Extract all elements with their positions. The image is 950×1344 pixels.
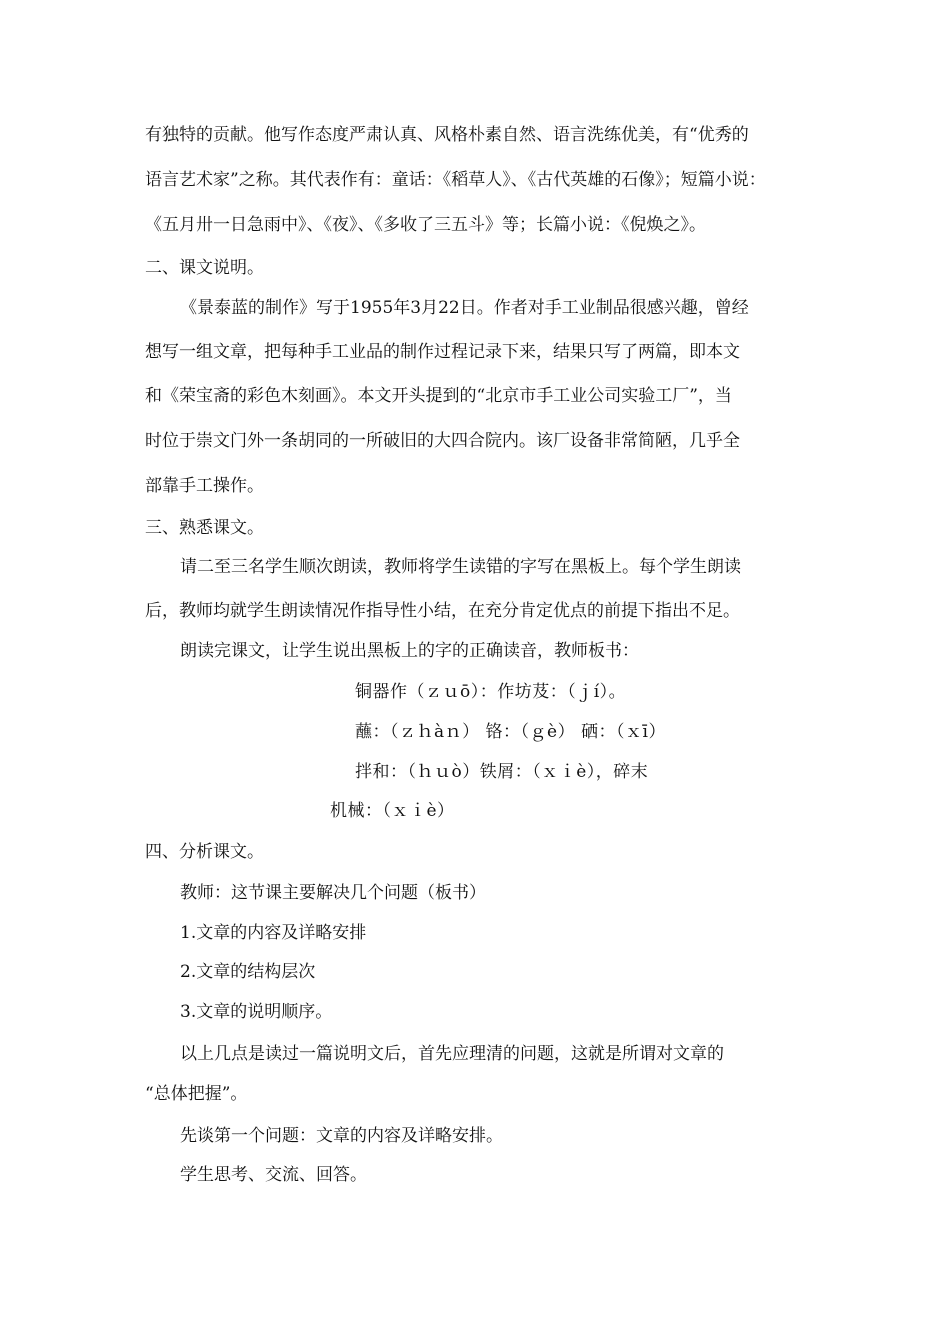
body-text-line: 有独特的贡献。他写作态度严肃认真、风格朴素自然、语言洗练优美，有“优秀的 bbox=[145, 125, 749, 145]
pronunciation-line: 铜器作（ｚｕō）：作坊芨：（ｊí）。 bbox=[355, 682, 627, 702]
section-heading: 二、课文说明。 bbox=[145, 258, 264, 278]
body-text-line: 请二至三名学生顺次朗读，教师将学生读错的字写在黑板上。每个学生朗读 bbox=[180, 557, 741, 577]
body-text-line: 后，教师均就学生朗读情况作指导性小结，在充分肯定优点的前提下指出不足。 bbox=[145, 601, 740, 621]
body-text-line: 时位于崇文门外一条胡同的一所破旧的大四合院内。该厂设备非常简陋，几乎全 bbox=[145, 431, 740, 451]
body-text-line: “总体把握”。 bbox=[145, 1084, 248, 1104]
body-text-line: 《景泰蓝的制作》写于1955年3月22日。作者对手工业制品很感兴趣，曾经 bbox=[180, 298, 749, 318]
body-text-line: 和《荣宝斋的彩色木刻画》。本文开头提到的“北京市手工业公司实验工厂”，当 bbox=[145, 386, 732, 406]
body-text-line: 以上几点是读过一篇说明文后，首先应理清的问题，这就是所谓对文章的 bbox=[180, 1044, 724, 1064]
pronunciation-line: 蘸：（ｚｈàｎ） 铬：（ｇè） 硒：（ｘī） bbox=[355, 722, 666, 742]
body-text-line: 想写一组文章，把每种手工业品的制作过程记录下来，结果只写了两篇，即本文 bbox=[145, 342, 740, 362]
section-heading: 三、熟悉课文。 bbox=[145, 518, 264, 538]
list-item: 2.文章的结构层次 bbox=[180, 962, 316, 982]
body-text-line: 语言艺术家”之称。其代表作有：童话：《稻草人》、《古代英雄的石像》；短篇小说： bbox=[145, 170, 766, 190]
pronunciation-line: 机械：（ｘｉè） bbox=[330, 801, 455, 821]
body-text-line: 先谈第一个问题：文章的内容及详略安排。 bbox=[180, 1126, 503, 1146]
pronunciation-line: 拌和：（ｈｕò）铁屑：（ｘｉè），碎末 bbox=[355, 762, 649, 782]
list-item: 1.文章的内容及详略安排 bbox=[180, 923, 367, 943]
section-heading: 四、分析课文。 bbox=[145, 842, 264, 862]
body-text-line: 学生思考、交流、回答。 bbox=[180, 1165, 367, 1185]
body-text-line: 教师：这节课主要解决几个问题（板书） bbox=[180, 883, 486, 903]
list-item: 3.文章的说明顺序。 bbox=[180, 1002, 333, 1022]
body-text-line: 部靠手工操作。 bbox=[145, 476, 264, 496]
body-text-line: 朗读完课文，让学生说出黑板上的字的正确读音，教师板书： bbox=[180, 641, 639, 661]
body-text-line: 《五月卅一日急雨中》、《夜》、《多收了三五斗》等；长篇小说：《倪焕之》。 bbox=[145, 215, 706, 235]
